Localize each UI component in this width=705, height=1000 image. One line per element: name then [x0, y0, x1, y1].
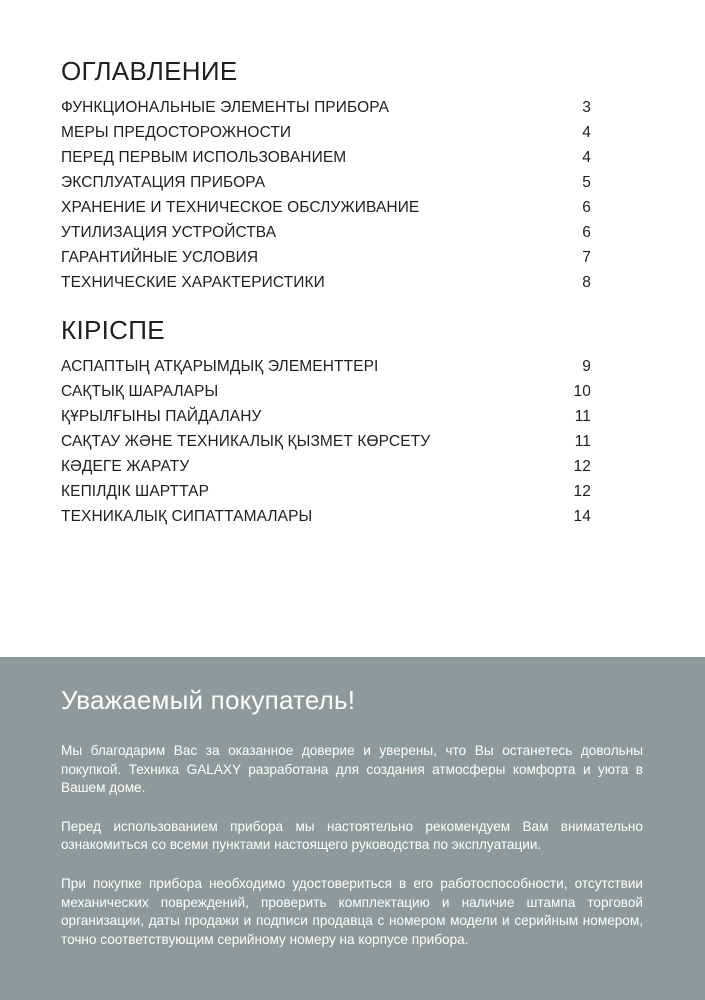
toc-list-ru [61, 95, 591, 295]
toc-entry-page: 3 [582, 98, 591, 116]
welcome-panel [0, 657, 705, 1000]
toc-entry-page: 10 [573, 382, 591, 400]
toc-entry-page: 11 [574, 432, 591, 450]
toc-entry[interactable] [61, 270, 591, 295]
toc-entry-label: КЕПІЛДІК ШАРТТАР [61, 482, 210, 500]
toc-entry[interactable] [61, 379, 591, 404]
toc-entry-label: ГАРАНТИЙНЫЕ УСЛОВИЯ [61, 248, 259, 266]
toc-entry-page: 5 [582, 173, 591, 191]
toc-entry-page: 14 [573, 507, 591, 525]
welcome-paragraph: Мы благодарим Вас за оказанное доверие и уверены, что Вы останетесь довольны покупкой. Техника GALAXY разработана для создания атмосферы комфорта и уюта в Вашем доме. [61, 743, 643, 796]
toc-entry-page: 6 [582, 198, 591, 216]
toc-entry[interactable] [61, 504, 591, 529]
toc-entry-page: 11 [574, 407, 591, 425]
toc-entry-label: ТЕХНИКАЛЫҚ СИПАТТАМАЛАРЫ [61, 507, 313, 525]
toc-entry[interactable] [61, 245, 591, 270]
toc-entry[interactable] [61, 429, 591, 454]
toc-entry[interactable] [61, 170, 591, 195]
toc-entry-label: КӘДЕГЕ ЖАРАТУ [61, 457, 190, 475]
toc-list-kz [61, 354, 591, 529]
toc-entry-label: САҚТАУ ЖӘНЕ ТЕХНИКАЛЫҚ ҚЫЗМЕТ КӨРСЕТУ [61, 432, 431, 450]
toc-entry[interactable] [61, 354, 591, 379]
toc-entry-label: ПЕРЕД ПЕРВЫМ ИСПОЛЬЗОВАНИЕМ [61, 148, 347, 166]
toc-entry-label: МЕРЫ ПРЕДОСТОРОЖНОСТИ [61, 123, 292, 141]
toc-entry-label: САҚТЫҚ ШАРАЛАРЫ [61, 382, 219, 400]
toc-entry-label: АСПАПТЫҢ АТҚАРЫМДЫҚ ЭЛЕМЕНТТЕРІ [61, 357, 379, 375]
toc-entry-label: УТИЛИЗАЦИЯ УСТРОЙСТВА [61, 223, 277, 241]
toc-entry[interactable] [61, 195, 591, 220]
toc-entry-page: 6 [582, 223, 591, 241]
toc-entry[interactable] [61, 95, 591, 120]
toc-entry-page: 7 [582, 248, 591, 266]
toc-entry-page: 4 [582, 148, 591, 166]
welcome-title: Уважаемый покупатель! [61, 685, 356, 715]
toc-entry-page: 12 [573, 482, 591, 500]
toc-heading-ru: ОГЛАВЛЕНИЕ [61, 56, 238, 86]
toc-entry-page: 9 [582, 357, 591, 375]
toc-entry-label: ҚҰРЫЛҒЫНЫ ПАЙДАЛАНУ [61, 407, 262, 425]
table-of-contents [61, 50, 591, 529]
toc-entry[interactable] [61, 479, 591, 504]
toc-entry[interactable] [61, 404, 591, 429]
toc-entry[interactable] [61, 145, 591, 170]
toc-entry-label: ХРАНЕНИЕ И ТЕХНИЧЕСКОЕ ОБСЛУЖИВАНИЕ [61, 198, 420, 216]
welcome-body [61, 742, 643, 969]
toc-entry-label: ЭКСПЛУАТАЦИЯ ПРИБОРА [61, 173, 266, 191]
toc-entry-page: 12 [573, 457, 591, 475]
toc-entry-label: ФУНКЦИОНАЛЬНЫЕ ЭЛЕМЕНТЫ ПРИБОРА [61, 98, 390, 116]
toc-entry[interactable] [61, 220, 591, 245]
toc-entry[interactable] [61, 454, 591, 479]
welcome-paragraph: При покупке прибора необходимо удостовериться в его работоспособности, отсутствии механических повреждений, проверить комплектацию и наличие штампа торговой организации, даты продажи и подписи продавца с номером модели и серийным номером, точно соответствующим серийному номеру на корпусе прибора. [61, 875, 643, 947]
toc-entry-page: 8 [582, 273, 591, 291]
toc-heading-kz: КІРІСПЕ [61, 315, 165, 346]
toc-entry[interactable] [61, 120, 591, 145]
toc-entry-page: 4 [582, 123, 591, 141]
toc-entry-label: ТЕХНИЧЕСКИЕ ХАРАКТЕРИСТИКИ [61, 273, 325, 291]
welcome-paragraph: Перед использованием прибора мы настоятельно рекомендуем Вам внимательно ознакомиться со всеми пунктами настоящего руководства по эксплуатации. [61, 818, 643, 853]
